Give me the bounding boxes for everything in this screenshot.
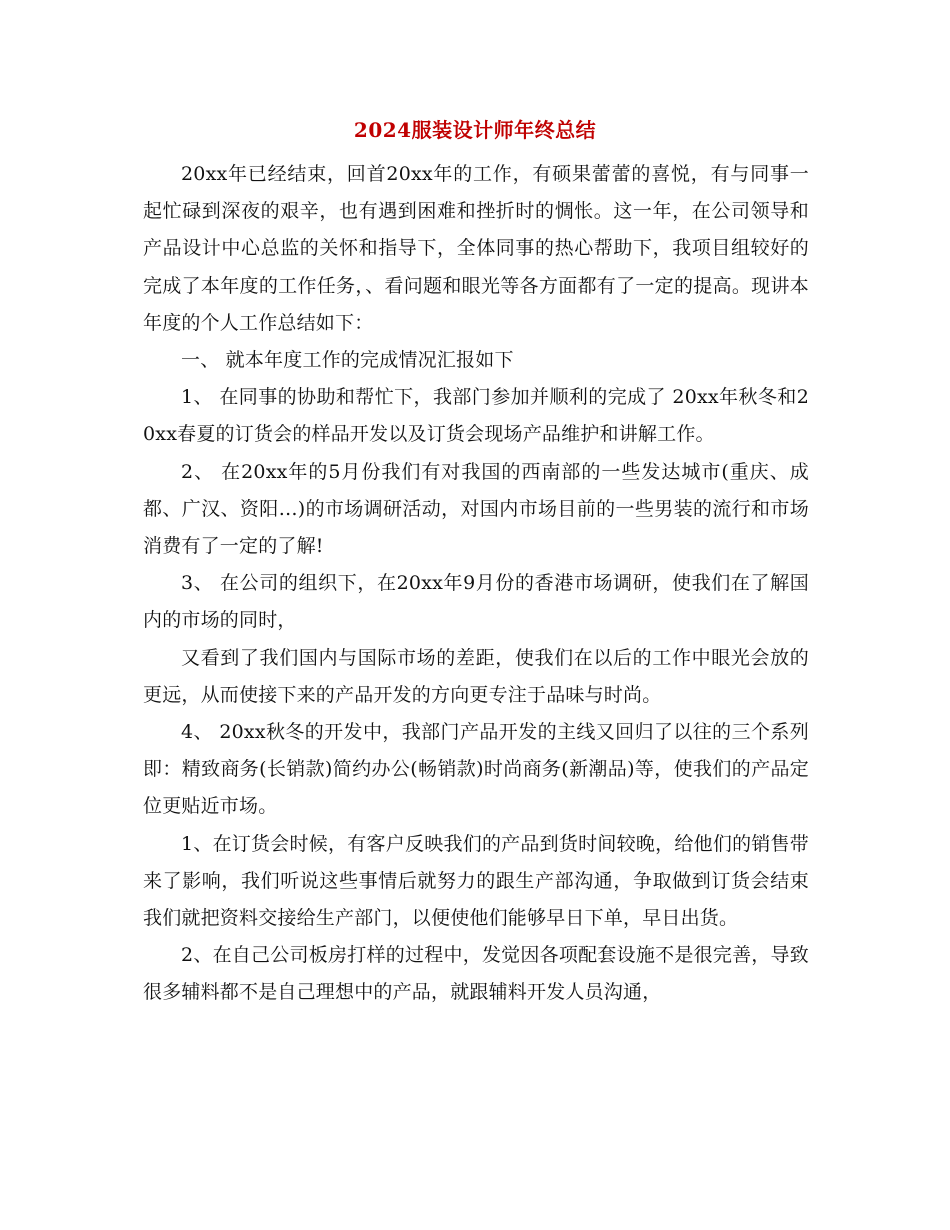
paragraph-item-3: 3、 在公司的组织下，在20xx年9月份的香港市场调研，使我们在了解国内的市场的同时， (143, 572, 809, 632)
paragraph-item-1: 1、 在同事的协助和帮忙下，我部门参加并顺利的完成了 20xx年秋冬和20xx春夏的订货会的样品开发以及订货会现场产品维护和讲解工作。 (143, 386, 809, 446)
paragraph-subitem-2: 2、在自己公司板房打样的过程中，发觉因各项配套设施不是很完善，导致很多辅料都不是自己理想中的产品，就跟辅料开发人员沟通， (143, 944, 809, 1004)
document-title: 2024服装设计师年终总结 (353, 118, 597, 142)
paragraph-intro: 20xx年已经结束，回首20xx年的工作，有硕果蕾蕾的喜悦，有与同事一起忙碌到深夜的艰辛，也有遇到困难和挫折时的惆怅。这一年，在公司领导和产品设计中心总监的关怀和指导下，全体同事的热心帮助下，我项目组较好的完成了本年度的工作任务，、看问题和眼光等各方面都有了一定的提高。现讲本年度的个人工作总结如下： (143, 163, 809, 334)
paragraph-item-3-continued: 又看到了我们国内与国际市场的差距，使我们在以后的工作中眼光会放的更远，从而使接下来的产品开发的方向更专注于品味与时尚。 (143, 646, 809, 706)
paragraph-subitem-1: 1、在订货会时候，有客户反映我们的产品到货时间较晚，给他们的销售带来了影响，我们听说这些事情后就努力的跟生产部沟通，争取做到订货会结束我们就把资料交接给生产部门，以便使他们能够早日下单，早日出货。 (143, 832, 809, 930)
paragraph-item-4: 4、 20xx秋冬的开发中，我部门产品开发的主线又回归了以往的三个系列即：精致商务(长销款)简约办公(畅销款)时尚商务(新潮品)等，使我们的产品定位更贴近市场。 (143, 721, 809, 818)
paragraph-section-heading: 一、 就本年度工作的完成情况汇报如下 (181, 349, 514, 372)
paragraph-item-2: 2、 在20xx年的5月份我们有对我国的西南部的一些发达城市(重庆、成都、广汉、资阳…)的市场调研活动，对国内市场目前的一些男装的流行和市场消费有了一定的了解! (143, 460, 809, 558)
document-body (143, 156, 809, 1012)
